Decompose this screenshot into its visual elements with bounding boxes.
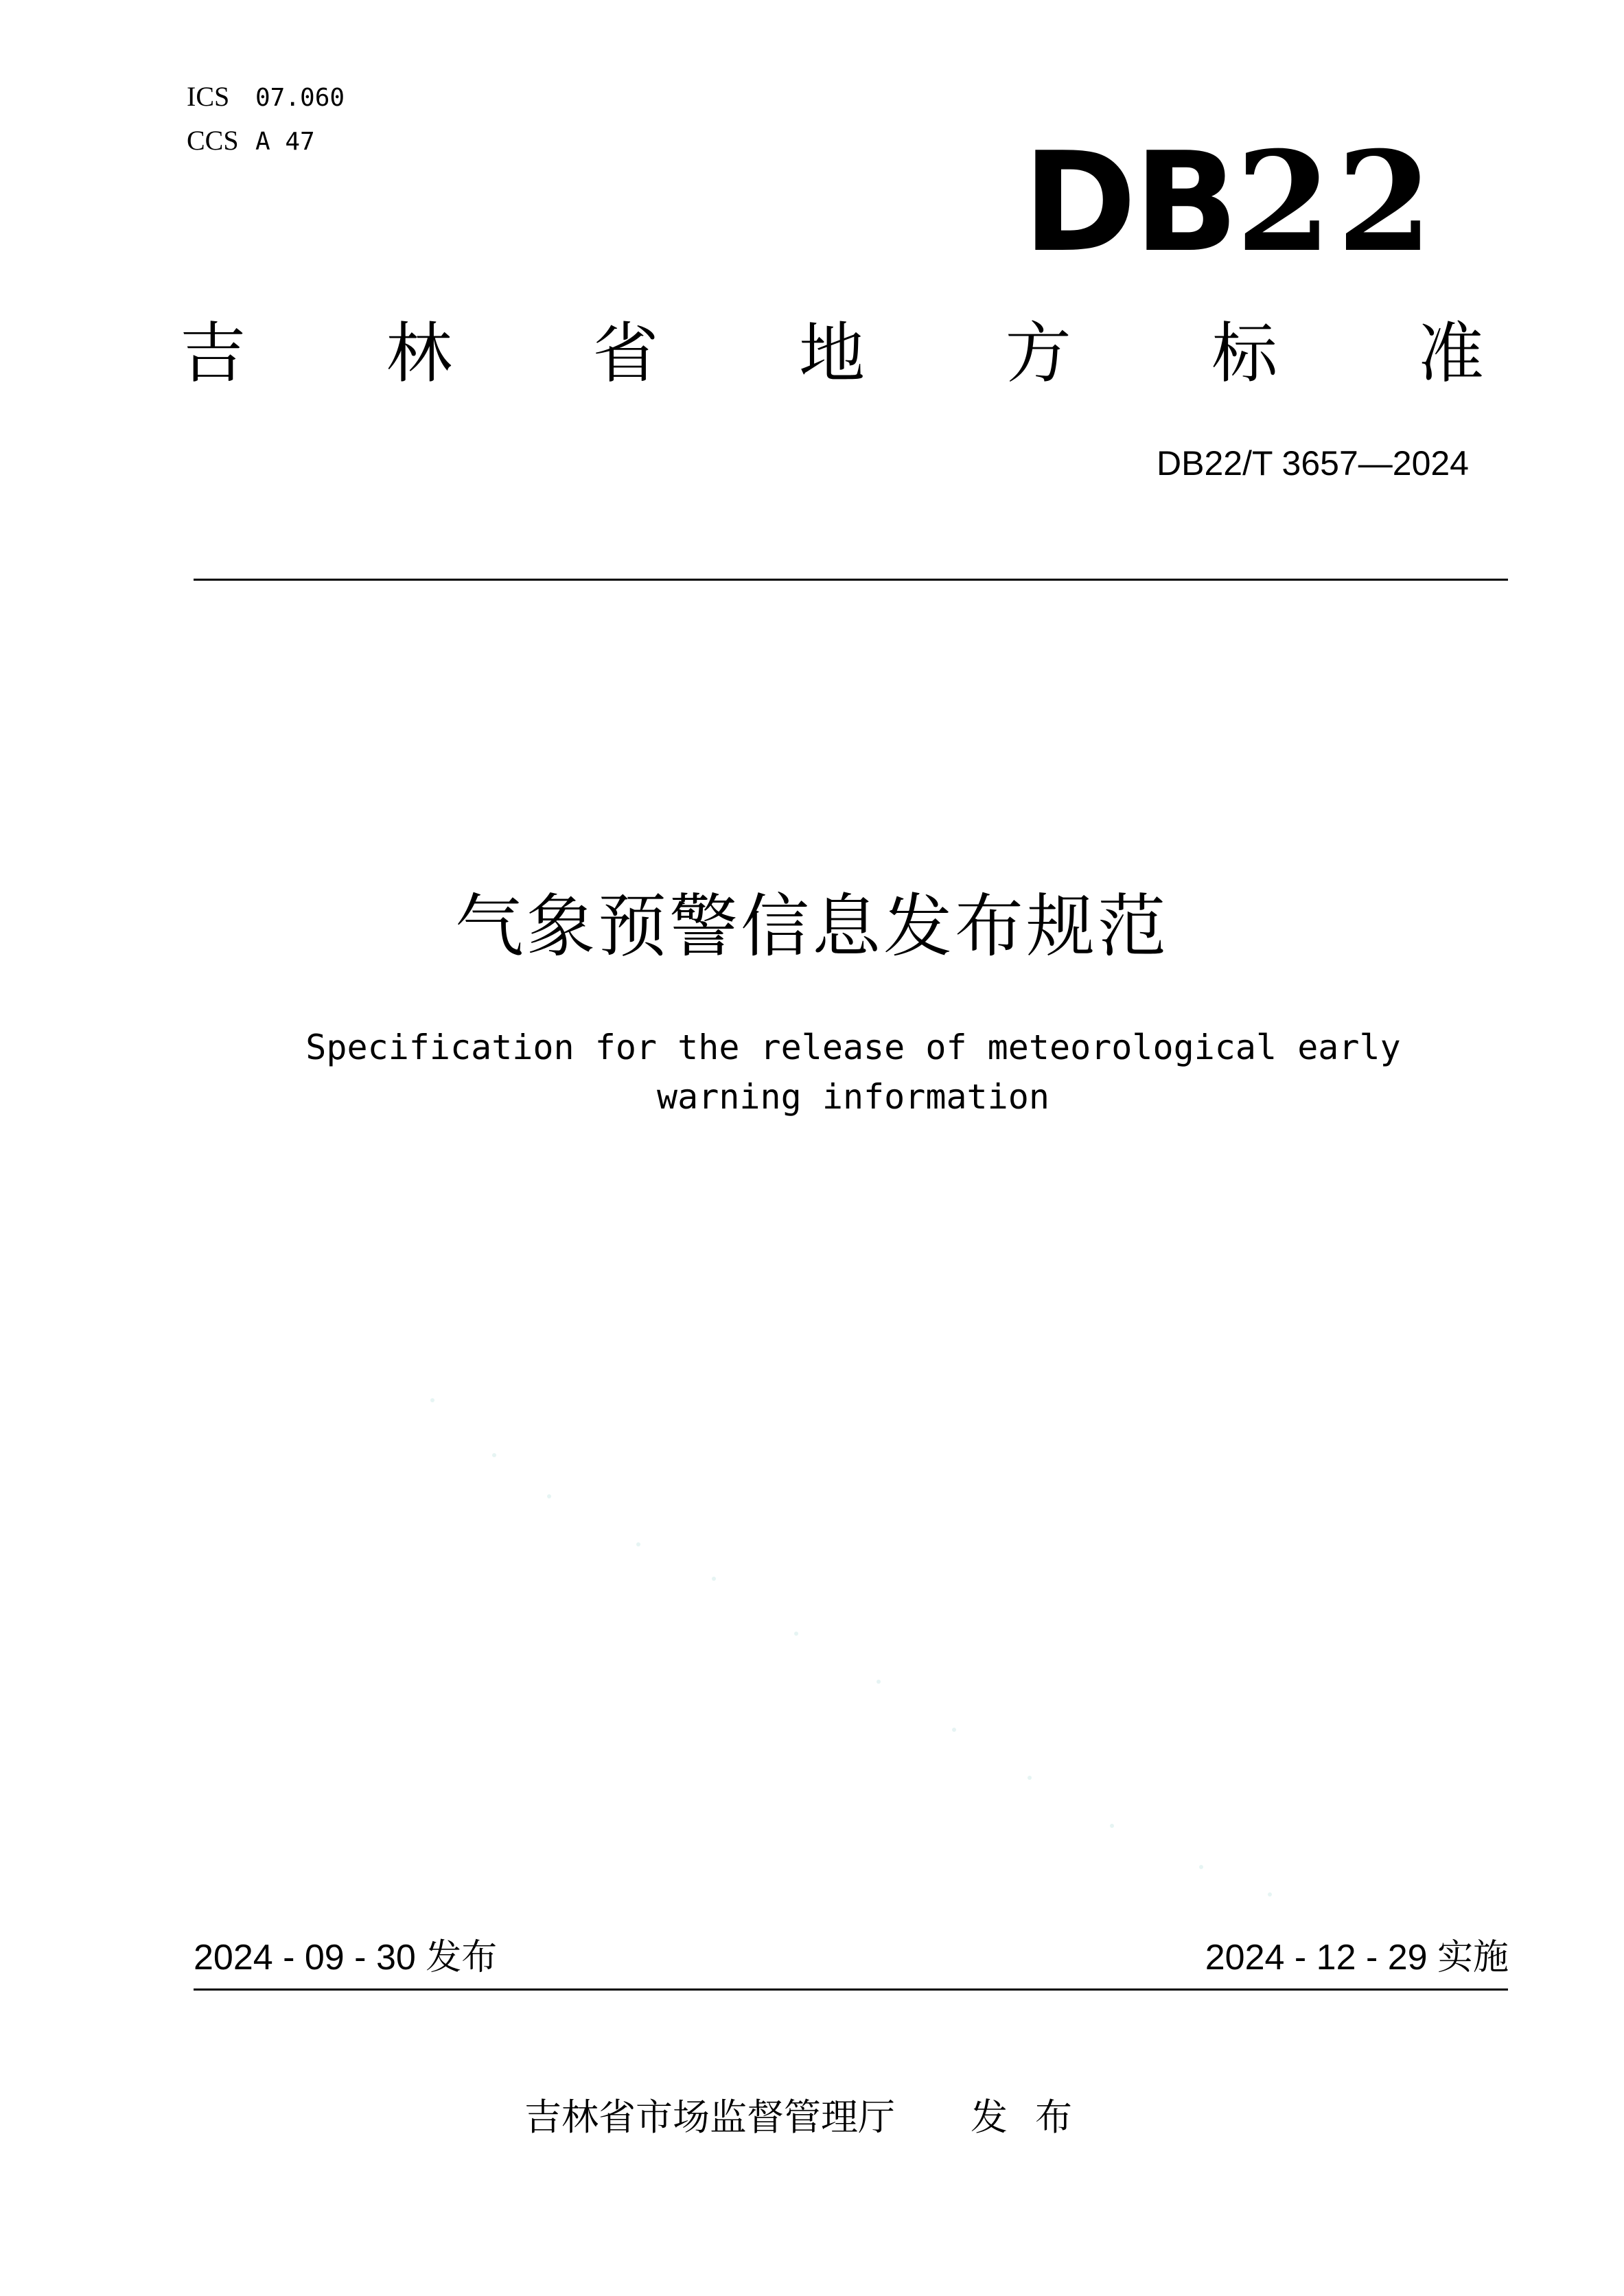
standard-type-heading [180, 316, 1484, 391]
standard-code: DB22/T 3657—2024 [1157, 444, 1469, 483]
standard-type-char: 林 [386, 315, 452, 392]
ccs-value: A 47 [255, 128, 315, 156]
release-date: 2024 - 09 - 30 发布 [194, 1938, 498, 1978]
issuer-line [0, 2094, 1624, 2142]
standard-type-char: 准 [1417, 315, 1484, 392]
issuer-action: 发布 [971, 2096, 1100, 2139]
standard-type-char: 地 [798, 315, 865, 392]
classification-codes [187, 76, 345, 163]
top-divider [194, 579, 1508, 581]
standard-type-char: 吉 [180, 315, 246, 392]
standard-type-char: 方 [1005, 315, 1071, 392]
ccs-label: CCS [187, 125, 239, 156]
logo-number: 22 [1236, 121, 1438, 283]
db22-logo [1023, 121, 1438, 283]
ccs-line [187, 119, 345, 163]
issuer-org: 吉林省市场监督管理厅 [524, 2096, 895, 2139]
bottom-divider [194, 1988, 1508, 1991]
ics-value: 07.060 [255, 84, 345, 112]
title-english: Specification for the release of meteorological early warning information [305, 1028, 1401, 1117]
standard-type-char: 省 [592, 315, 659, 392]
ics-line [187, 76, 345, 119]
logo-text: DB [1023, 123, 1236, 283]
title-chinese: 气象预警信息发布规范 [455, 886, 1169, 966]
faint-watermark [412, 1373, 1304, 1922]
ics-label: ICS [187, 81, 230, 112]
implementation-date: 2024 - 12 - 29 实施 [1205, 1938, 1509, 1978]
standard-type-char: 标 [1211, 315, 1278, 392]
